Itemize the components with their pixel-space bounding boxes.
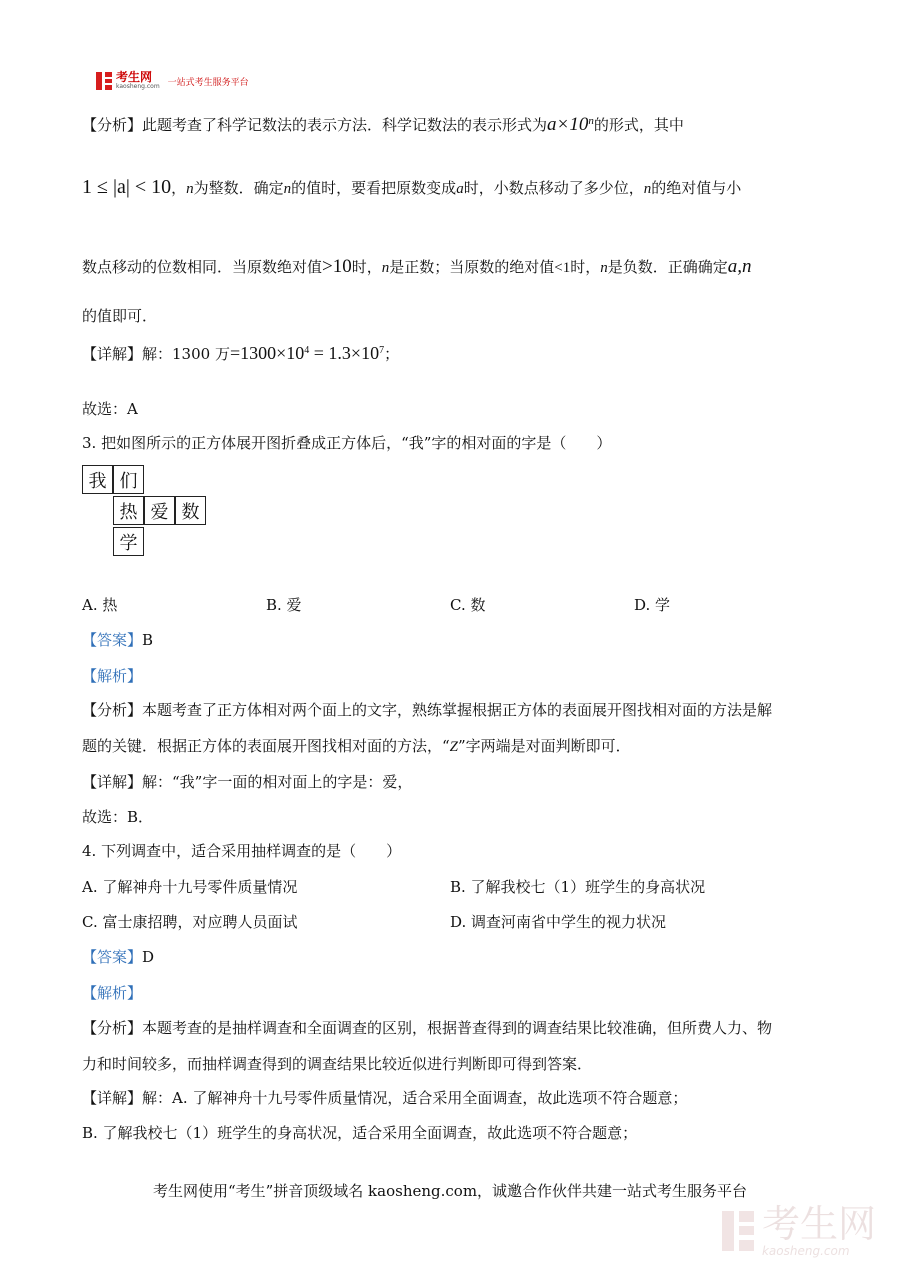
net-cell: 爱 (144, 496, 175, 525)
q2-analysis-line-2: 1 ≤ |a| < 10，n为整数．确定n的值时，要看把原数变成a时，小数点移动了多少位，n的绝对值与小 (82, 176, 742, 198)
q3-analysis-line-2: 题的关键．根据正方体的表面展开图找相对面的方法，“Z”字两端是对面判断即可． (82, 737, 631, 755)
q3-answer: 【答案】B (82, 631, 154, 649)
q2-analysis-line-1: 【分析】此题考查了科学记数法的表示方法．科学记数法的表示形式为$a\times 10^n$的形式，其中 (82, 114, 684, 135)
q4-analysis-label: 【解析】 (82, 984, 143, 1002)
q3-option-b: B. 爱 (266, 596, 302, 614)
net-cell: 学 (113, 527, 144, 556)
net-cell: 数 (175, 496, 206, 525)
q4-answer: 【答案】D (82, 948, 155, 966)
q4-analysis-line-1: 【分析】本题考查的是抽样调查和全面调查的区别，根据普查得到的调查结果比较准确，但所费人力、物 (82, 1019, 773, 1037)
q4-analysis-line-2: 力和时间较多，而抽样调查得到的调查结果比较近似进行判断即可得到答案． (82, 1055, 593, 1073)
net-cell: 我 (82, 465, 113, 494)
q3-option-a: A. 热 (82, 596, 118, 614)
logo-slogan: 一站式考生服务平台 (167, 77, 249, 88)
q4-detail-line-1: 【详解】解：A. 了解神舟十九号零件质量情况，适合采用全面调查，故此选项不符合题意； (82, 1089, 688, 1107)
q2-detail: 【详解】解：1300 万$=1300\times 10^4 = 1.3\times 10^7$； (82, 343, 400, 363)
header-logo (96, 72, 249, 90)
q3-detail: 【详解】解：“我”字一面的相对面上的字是：爱， (82, 773, 413, 791)
q4-option-a: A. 了解神舟十九号零件质量情况 (82, 878, 298, 896)
q3-choice: 故选：B． (82, 808, 154, 826)
q3-analysis-line-1: 【分析】本题考查了正方体相对两个面上的文字，熟练掌握根据正方体的表面展开图找相对面的方法是解 (82, 701, 773, 719)
q4-option-c: C. 富士康招聘，对应聘人员面试 (82, 913, 298, 931)
net-cell: 热 (113, 496, 144, 525)
q4-detail-line-2: B. 了解我校七（1）班学生的身高状况，适合采用全面调查，故此选项不符合题意； (82, 1124, 638, 1142)
q2-analysis-line-4: 的值即可． (82, 307, 158, 325)
q4-option-d: D. 调查河南省中学生的视力状况 (450, 913, 667, 931)
q3-analysis-label: 【解析】 (82, 667, 143, 685)
q2-choice: 故选：A (82, 400, 138, 418)
logo-name: 考生网 (116, 70, 153, 84)
q4-option-b: B. 了解我校七（1）班学生的身高状况 (450, 878, 706, 896)
q2-analysis-line-3: 数点移动的位数相同．当原数绝对值>10时，n是正数；当原数的绝对值<1时，n是负数．正确确定a,n (82, 256, 752, 277)
logo-domain: kaosheng.com (116, 83, 160, 90)
net-cell: 们 (113, 465, 144, 494)
kaosheng-logo-icon (96, 72, 112, 90)
q3-stem: 3. 把如图所示的正方体展开图折叠成正方体后，“我”字的相对面的字是（ ） (82, 434, 612, 452)
watermark-logo-icon (722, 1211, 754, 1251)
q4-stem: 4. 下列调查中，适合采用抽样调查的是（ ） (82, 842, 402, 860)
watermark-name: 考生网 (761, 1202, 876, 1246)
watermark-domain: kaosheng.com (761, 1244, 850, 1258)
q3-option-d: D. 学 (634, 596, 671, 614)
q3-option-c: C. 数 (450, 596, 486, 614)
footer-text: 考生网使用“考生”拼音顶级域名 kaosheng.com，诚邀合作伙伴共建一站式考生服务平台 (152, 1182, 748, 1200)
watermark (722, 1204, 876, 1258)
